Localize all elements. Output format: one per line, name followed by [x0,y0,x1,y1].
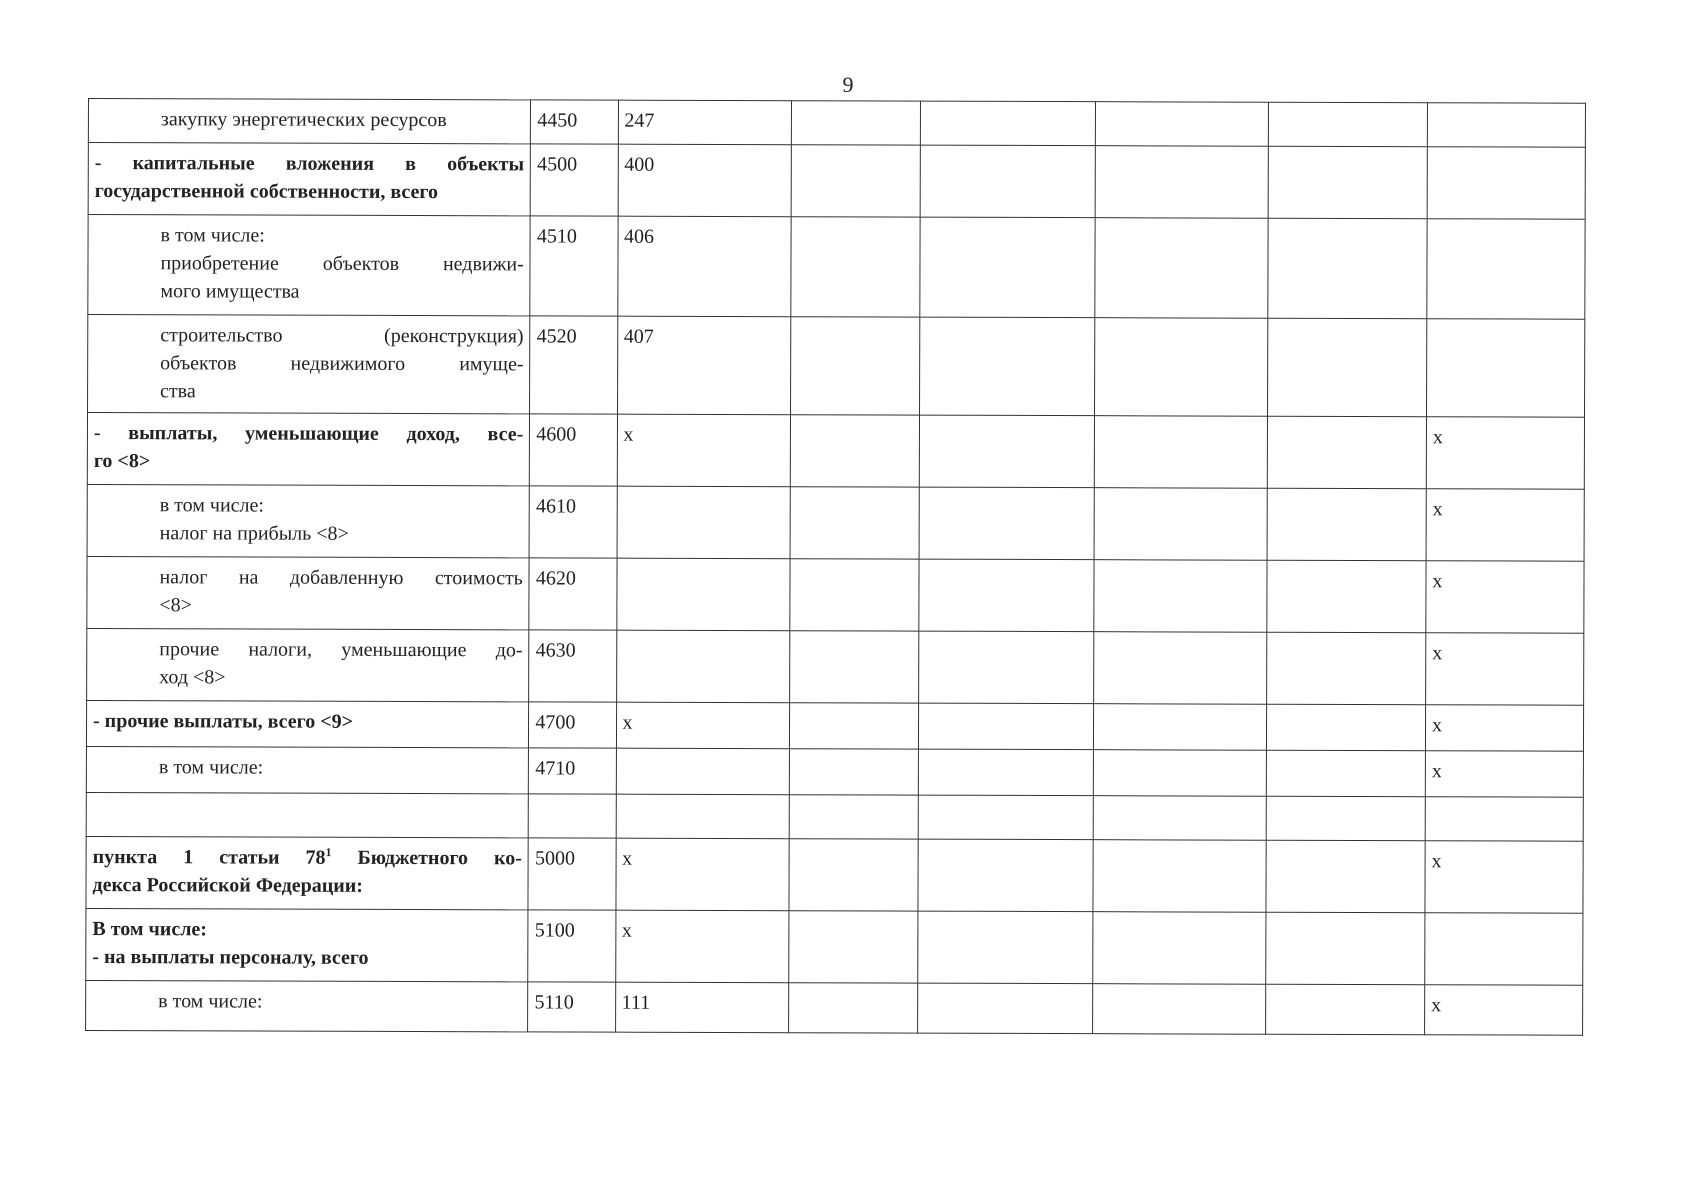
kosgu-code-cell: 400 [618,144,791,217]
row-label-cell: пункта 1 статьи $78^1$ Бюджетного ко- декса Российской Федерации: [86,836,529,909]
value-cell [789,703,919,749]
value-cell [918,911,1093,984]
value-cell [788,911,918,983]
row-label-cell: - прочие выплаты, всего <9> [86,700,528,747]
table-row [87,413,1584,490]
value-cell [790,415,920,487]
value-cell-last: x [1425,841,1583,913]
row-code-cell: 4500 [530,144,617,216]
row-code-cell: 4520 [530,316,617,414]
value-cell [789,631,919,703]
value-cell [1095,146,1268,219]
value-cell-last: x [1426,489,1584,561]
value-cell [790,559,920,631]
table-row [86,980,1583,1035]
kosgu-code-cell [616,558,789,631]
value-cell [920,317,1095,416]
row-code-cell: 5100 [528,910,615,982]
value-cell [1093,840,1266,913]
value-cell [1267,416,1426,488]
row-code-cell: 4510 [530,216,617,316]
row-label-cell: строительство (реконструкция) объектов недвижимого имуще- ства [88,315,531,414]
kosgu-code-cell: x [615,838,788,911]
value-cell [1267,488,1426,560]
value-cell [1094,488,1267,561]
value-cell [1095,102,1268,147]
row-label-cell: закупку энергетических ресурсов [88,99,530,144]
kosgu-code-cell [616,630,789,703]
row-code-cell: 5000 [528,838,615,910]
value-cell [1094,416,1267,489]
kosgu-code-cell: x [617,414,790,487]
table-row [87,484,1584,561]
value-cell [1093,796,1266,841]
row-label-cell: прочие налоги, уменьшающие до- ход <8> [87,628,530,701]
table-row [88,99,1585,148]
value-cell [920,145,1095,218]
value-cell [1092,912,1265,985]
kosgu-code-cell: 406 [617,216,791,317]
row-label-cell [86,792,528,837]
table-row [88,215,1585,320]
table-row [86,908,1583,985]
table-row [86,746,1583,797]
value-cell [920,415,1095,488]
row-label-cell: налог на добавленную стоимость <8> [87,556,530,629]
value-cell [1267,318,1426,416]
kosgu-code-cell: 111 [615,982,788,1033]
row-code-cell: 4630 [529,630,616,702]
value-cell [789,795,919,839]
value-cell [1268,218,1427,318]
value-cell [920,217,1095,318]
row-code-cell [529,794,616,838]
value-cell [1266,912,1425,984]
value-cell [788,983,918,1033]
value-cell [919,795,1093,840]
row-code-cell: 4620 [529,558,616,630]
value-cell-last: x [1426,633,1584,705]
value-cell [791,145,921,217]
value-cell-last: x [1426,561,1584,633]
value-cell-last [1425,913,1583,985]
value-cell [790,317,920,415]
value-cell [919,631,1094,704]
value-cell-last: x [1426,417,1584,489]
value-cell [1093,704,1266,751]
row-label-cell: - капитальные вложения в объекты государственной собственности, всего [88,143,531,216]
kosgu-code-cell: 407 [617,316,791,415]
value-cell-last [1427,219,1585,319]
value-cell [919,487,1094,560]
row-label-cell: - выплаты, уменьшающие доход, все- го <8> [87,413,530,486]
table-row [87,556,1584,633]
value-cell [1267,560,1426,632]
value-cell [1092,984,1265,1035]
value-cell [921,101,1095,146]
row-code-cell: 4450 [531,100,618,144]
row-label-cell: в том числе: налог на прибыль <8> [87,484,530,557]
table-row [87,628,1584,705]
kosgu-code-cell: x [615,910,788,983]
row-label-cell: в том числе: приобретение объектов недвижи- мого имущества [88,215,531,316]
table-row [88,143,1585,220]
row-label-cell: в том числе: [86,980,528,1031]
value-cell [1094,560,1267,633]
value-cell [1268,146,1427,218]
kosgu-code-cell: x [616,702,789,749]
kosgu-code-cell: 247 [618,100,791,145]
kosgu-code-cell [616,748,789,795]
value-cell [1094,318,1268,417]
value-cell-last: x [1425,751,1583,797]
value-cell [1094,218,1268,319]
value-cell [918,839,1093,912]
value-cell [790,487,920,559]
row-code-cell: 4700 [529,702,616,748]
row-label-cell: В том числе: - на выплаты персоналу, всего [86,908,529,981]
value-cell-last: x [1425,705,1583,751]
value-cell [918,983,1092,1034]
row-label-cell: в том числе: [86,746,528,793]
financial-plan-table [85,98,1586,1036]
table-row [88,315,1585,418]
value-cell-last [1427,103,1585,147]
row-code-cell: 4610 [529,486,616,558]
table-row [86,700,1583,751]
kosgu-code-cell [616,794,789,839]
value-cell [1266,796,1425,840]
value-cell [1265,984,1424,1034]
row-code-cell: 5110 [528,982,615,1032]
value-cell [789,749,919,795]
value-cell-last [1426,319,1584,417]
value-cell [1266,632,1425,704]
value-cell-last [1425,797,1583,841]
value-cell [791,217,921,317]
value-cell-last [1427,147,1585,219]
value-cell [1093,632,1266,705]
value-cell [919,559,1094,632]
page-number: 9 [842,72,854,97]
value-cell [1266,704,1425,750]
value-cell [1268,102,1427,146]
value-cell [1093,750,1266,797]
value-cell [791,101,921,145]
value-cell [919,703,1093,750]
table-row [86,836,1583,913]
value-cell [919,749,1093,796]
value-cell [1266,750,1425,796]
value-cell [789,839,919,911]
table-row-empty [86,792,1583,841]
row-code-cell: 4710 [529,748,616,794]
row-code-cell: 4600 [530,414,617,486]
value-cell-last: x [1425,985,1583,1035]
kosgu-code-cell [617,486,790,559]
value-cell [1266,840,1425,912]
